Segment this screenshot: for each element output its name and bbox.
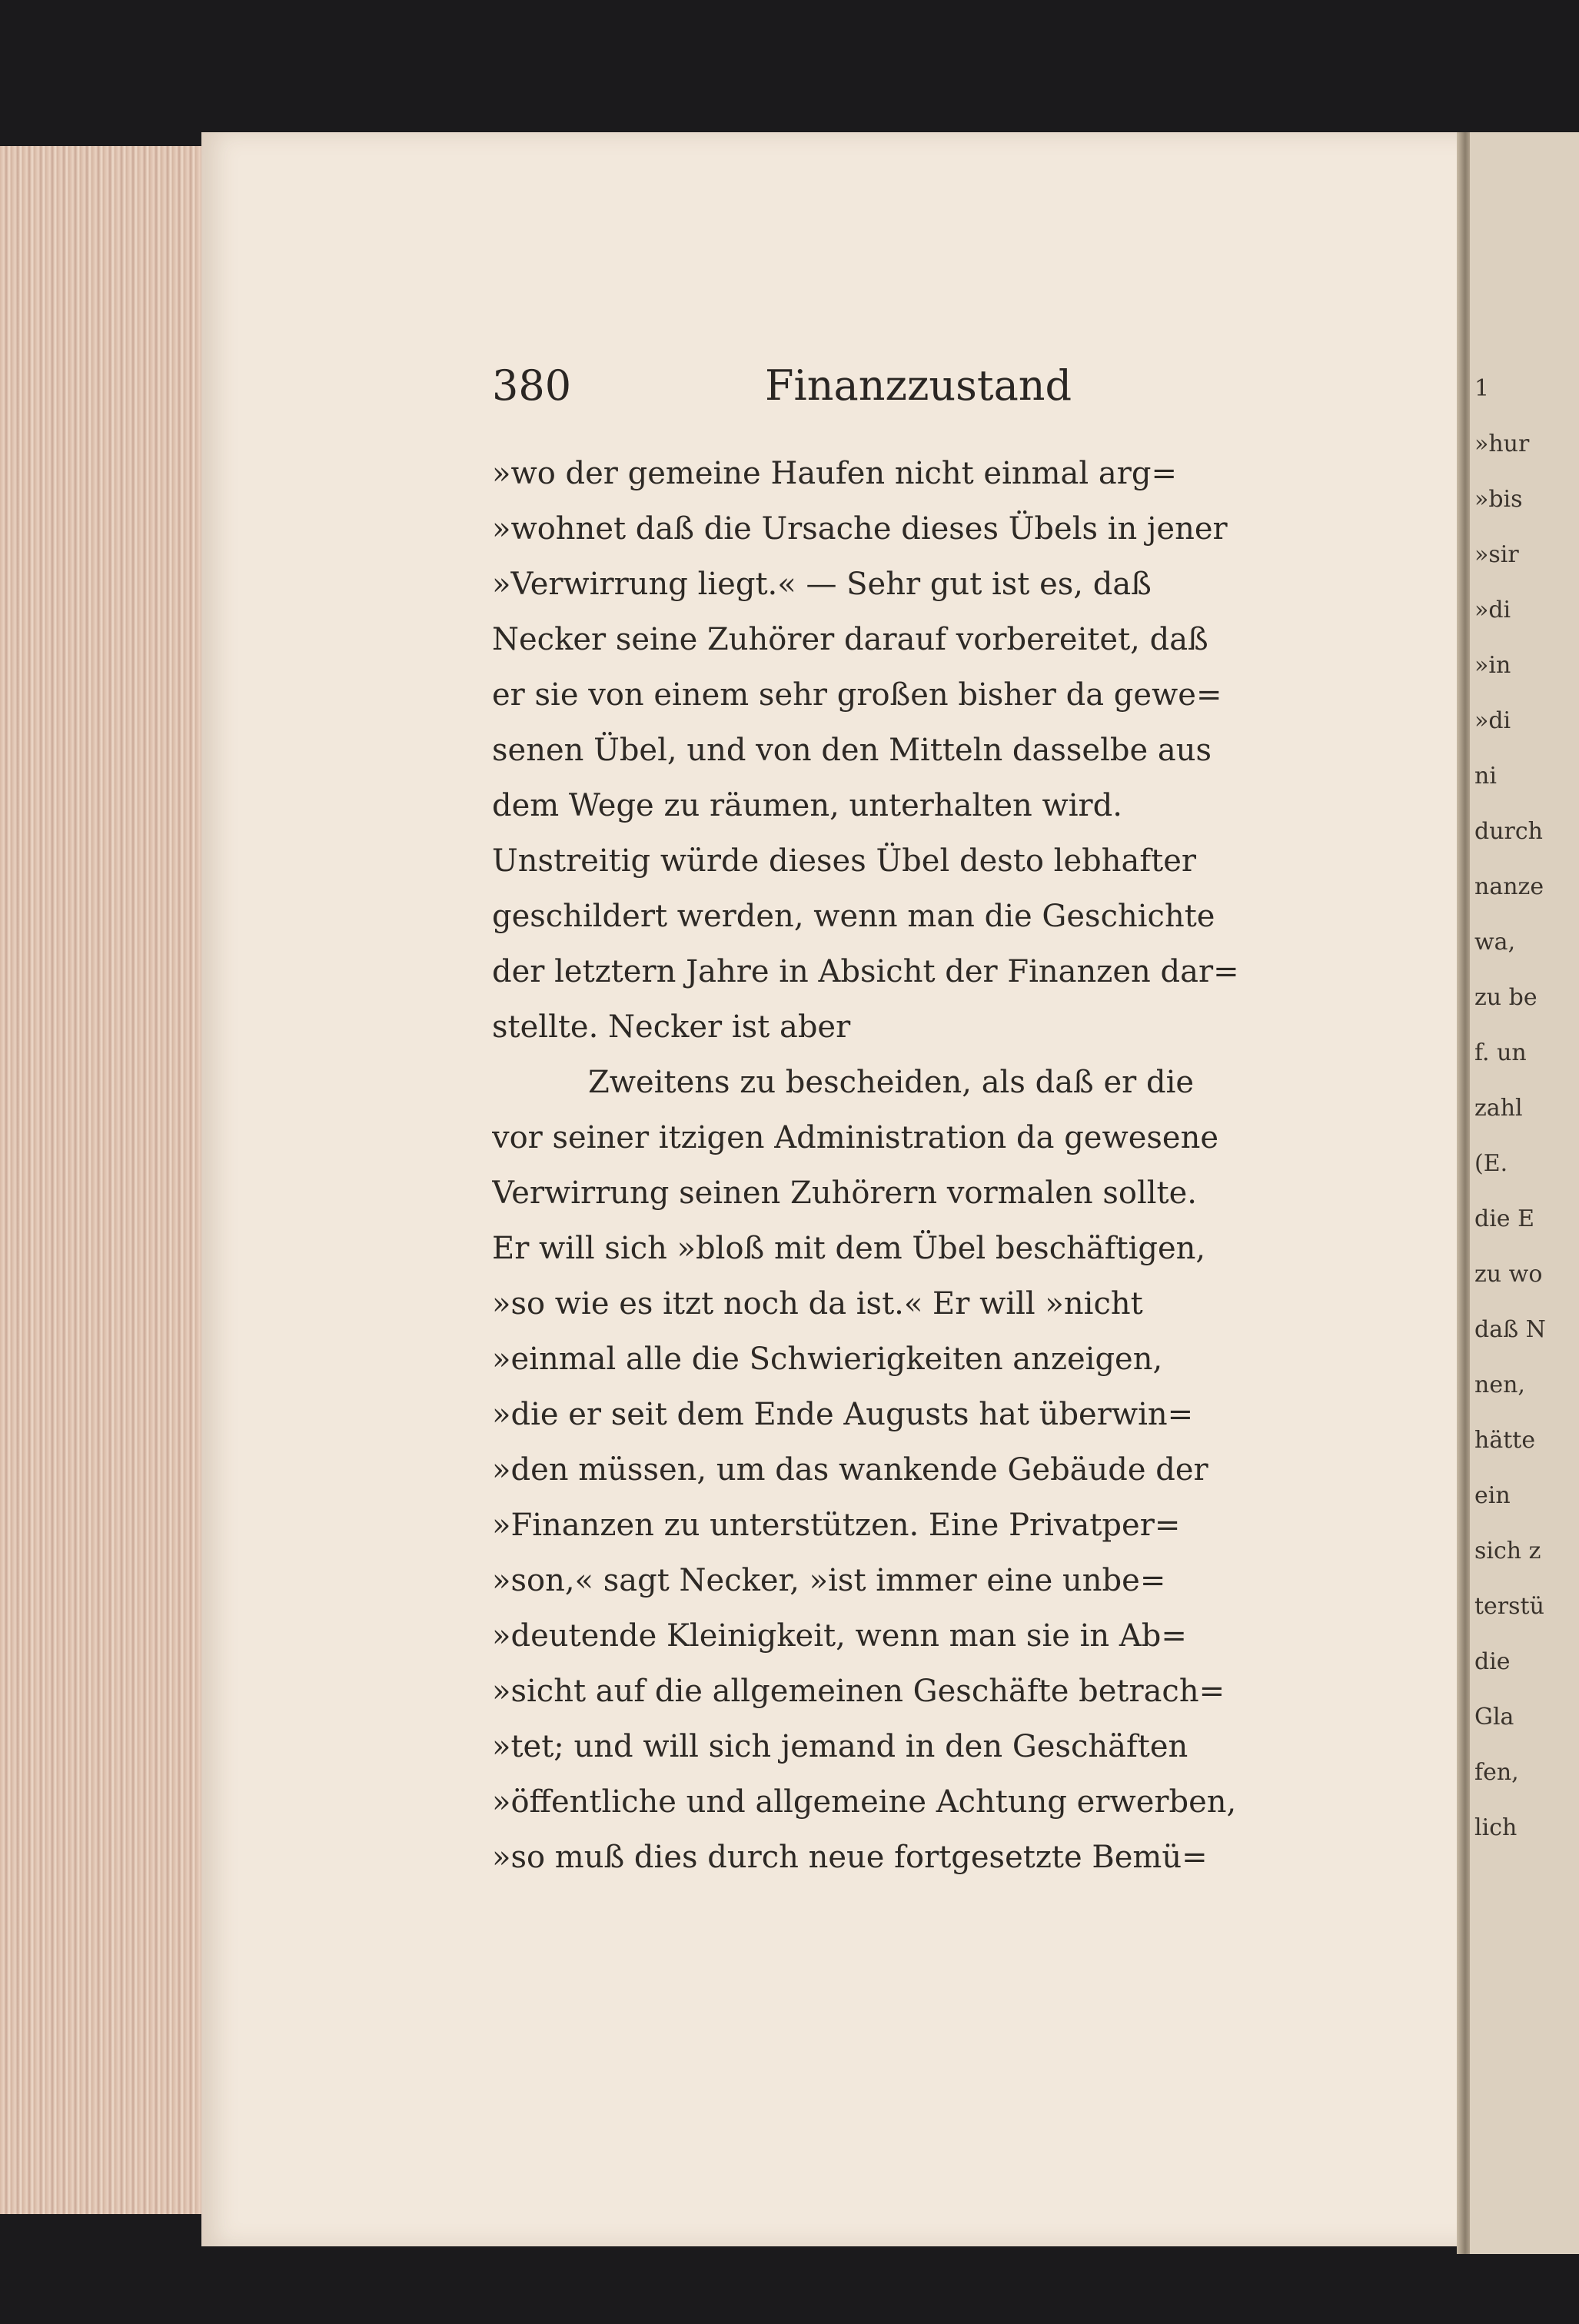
text-line: Er will sich »bloß mit dem Übel beschäftigen,	[492, 1231, 1206, 1266]
fragment-line: hätte	[1474, 1427, 1536, 1454]
next-page-text	[1474, 361, 1579, 1856]
text-line: der letztern Jahre in Absicht der Finanzen dar=	[492, 954, 1239, 989]
fragment-line: lich	[1474, 1814, 1518, 1841]
text-line: »wohnet daß die Ursache dieses Übels in jener	[492, 511, 1228, 547]
fragment-line: nen,	[1474, 1371, 1525, 1398]
fragment-line: »di	[1474, 597, 1511, 623]
text-line: »öffentliche und allgemeine Achtung erwerben,	[492, 1784, 1237, 1820]
text-line: »sicht auf die allgemeinen Geschäfte betrach=	[492, 1674, 1225, 1709]
text-line: geschildert werden, wenn man die Geschichte	[492, 899, 1215, 934]
fragment-line: die	[1474, 1648, 1511, 1675]
text-line: »so muß dies durch neue fortgesetzte Bemü=	[492, 1840, 1208, 1875]
fragment-line: zahl	[1474, 1095, 1523, 1122]
text-line: »die er seit dem Ende Augusts hat überwin=	[492, 1397, 1194, 1432]
text-line: »wo der gemeine Haufen nicht einmal arg=	[492, 456, 1177, 491]
text-line: dem Wege zu räumen, unterhalten wird.	[492, 788, 1122, 823]
page-edges	[0, 146, 211, 2214]
fragment-line: ni	[1474, 763, 1497, 790]
text-line: Unstreitig würde dieses Übel desto lebhafter	[492, 843, 1196, 879]
fragment-line: daß N	[1474, 1316, 1546, 1343]
fragment-line: (E.	[1474, 1150, 1508, 1177]
text-line: er sie von einem sehr großen bisher da gewe=	[492, 677, 1222, 713]
text-line: »tet; und will sich jemand in den Geschäften	[492, 1729, 1188, 1764]
fragment-line: zu wo	[1474, 1261, 1543, 1288]
fragment-line: wa,	[1474, 929, 1516, 956]
fragment-line: terstü	[1474, 1593, 1544, 1620]
text-line: Verwirrung seinen Zuhörern vormalen sollte.	[492, 1175, 1197, 1211]
fragment-line: Gla	[1474, 1704, 1514, 1731]
page-number: 380	[492, 361, 572, 410]
text-line: »son,« sagt Necker, »ist immer eine unbe=	[492, 1563, 1166, 1598]
fragment-line: sich z	[1474, 1538, 1541, 1564]
fragment-line: 1	[1474, 375, 1490, 402]
text-line: »deutende Kleinigkeit, wenn man sie in Ab=	[492, 1618, 1187, 1654]
fragment-line: »di	[1474, 707, 1511, 734]
running-head	[492, 361, 1361, 423]
fragment-line: »sir	[1474, 541, 1519, 568]
text-line: Necker seine Zuhörer darauf vorbereitet, daß	[492, 622, 1208, 657]
fragment-line: f. un	[1474, 1039, 1527, 1066]
fragment-line: ein	[1474, 1482, 1511, 1509]
fragment-line: zu be	[1474, 984, 1537, 1011]
fragment-line: nanze	[1474, 873, 1544, 900]
body-text	[492, 446, 1261, 1885]
text-line: vor seiner itzigen Administration da gewesene	[492, 1120, 1219, 1155]
text-line: »so wie es itzt noch da ist.« Er will »nicht	[492, 1286, 1143, 1322]
fragment-line: die E	[1474, 1205, 1534, 1232]
fragment-line: fen,	[1474, 1759, 1519, 1786]
text-line: »Finanzen zu unterstützen. Eine Privatper=	[492, 1508, 1181, 1543]
fragment-line: durch	[1474, 818, 1543, 845]
text-line: »Verwirrung liegt.« — Sehr gut ist es, daß	[492, 567, 1152, 602]
fragment-line: »hur	[1474, 431, 1530, 457]
text-line: stellte. Necker ist aber	[492, 1009, 851, 1045]
fragment-line: »bis	[1474, 486, 1523, 513]
running-title: Finanzzustand	[765, 361, 1072, 410]
text-line: Zweitens zu bescheiden, als daß er die	[588, 1065, 1195, 1100]
text-line: senen Übel, und von den Mitteln dasselbe aus	[492, 733, 1212, 768]
fragment-line: »in	[1474, 652, 1511, 679]
text-line: »einmal alle die Schwierigkeiten anzeigen,	[492, 1342, 1163, 1377]
text-line: »den müssen, um das wankende Gebäude der	[492, 1452, 1208, 1488]
